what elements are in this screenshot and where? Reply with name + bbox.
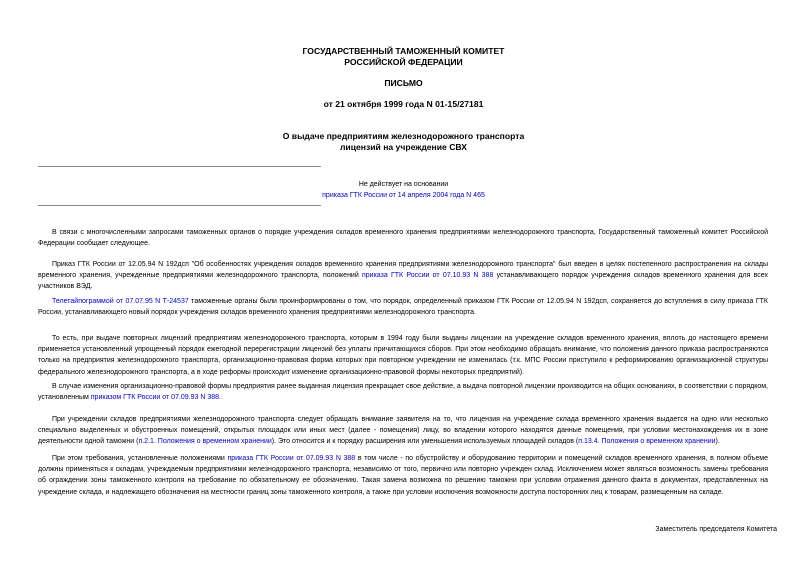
paragraph-2 <box>38 259 768 293</box>
paragraph-6-text-c: ). <box>715 438 720 446</box>
paragraph-7 <box>38 453 768 498</box>
paragraph-6-link-2[interactable]: п.13.4. Положения о временном хранении <box>578 438 716 446</box>
divider-bottom <box>38 205 321 206</box>
paragraph-6 <box>38 414 768 448</box>
paragraph-3-link[interactable]: Телетайпограммой от 07.07.95 N Т-24537 <box>52 298 189 305</box>
paragraph-5-text-a: В случае изменения организационно-правовой формы предприятия ранее выданная лицензия прекращает свое действие, а выдача повторной лицензии производится на общих основаниях, в соответствии с порядком, установленным <box>38 383 768 402</box>
paragraph-7-text-b: в том числе - по обустройству и оборудованию территории и помещений складов временного хранения, в полном объеме должны применяться к складам, учреждаемым предприятиями железнодорожного транспорта, независимо от того, первично или повторно учрежден склад. Исключением может являться возможность замены требования об ограждении зоны таможенного контроля на требование по обязательному ее обозначению. Такая замена возможна по решению таможни при условии отражения данного факта в документах, представленных на учреждение склада, и надлежащего обозначения на местности границ зоны таможенного контроля, а также при условии исключения возможности доступа посторонних лиц к товарам, размещенным на складе. <box>38 455 769 496</box>
doc-title-line1: О выдаче предприятиям железнодорожного транспорта <box>282 131 525 141</box>
paragraph-6-link-1[interactable]: п.2.1. Положения о временном хранении <box>138 438 272 446</box>
status-note-text: Не действует на основании <box>358 181 449 188</box>
paragraph-1: В связи с многочисленными запросами таможенных органов о порядке учреждения складов временного хранения предприятиями железнодорожного транспорта, Государственный таможенный комитет Российской Федерации сообщает следующее. <box>38 229 768 248</box>
paragraph-7-link[interactable]: приказа ГТК России от 07.09.93 N 388 <box>227 455 356 462</box>
status-note-line <box>0 190 807 202</box>
header-org-line2: РОССИЙСКОЙ ФЕДЕРАЦИИ <box>344 57 463 67</box>
paragraph-7-text-a: При этом требования, установленные положениями <box>52 455 228 462</box>
paragraph-4: То есть, при выдаче повторных лицензий предприятиям железнодорожного транспорта, которым в 1994 году были выданы лицензии на учреждение складов временного хранения, вплоть до настоящего времени применяется установленный упрощенный порядок ежегодной перерегистрации лицензий без уплаты причитающихся сборов. При этом необходимо обращать внимание, что положения данного приказа распространяются только на предприятия железнодорожного транспорта, организационно-правовая форма которых при повторном учреждении не изменилась (т.к. МПС России приступило к реформированию организационной структуры федерального железнодорожного транспорта, а в ходе реформы происходит изменение организационно-правовой формы некоторых предприятий). <box>38 335 768 376</box>
paragraph-5-link[interactable]: приказом ГТК России от 07.09.93 N 388 <box>90 394 220 402</box>
paragraph-5 <box>38 381 768 403</box>
doc-type: ПИСЬМО <box>384 78 423 88</box>
signature: Заместитель председателя Комитета <box>655 526 777 533</box>
divider-top <box>38 166 321 167</box>
header-org-line1: ГОСУДАРСТВЕННЫЙ ТАМОЖЕННЫЙ КОМИТЕТ <box>302 46 505 56</box>
paragraph-2-text-a: Приказ ГТК России от 12.05.94 N 192дсп "Об особенностях учреждения складов временного хранения предприятиями железнодорожного транспорта" был введен в целях постепенного распространения на склады временного хранения, учрежденные предприятиями железнодорожного транспорта, положений <box>38 261 768 280</box>
status-note-link[interactable]: приказа ГТК России от 14 апреля 2004 года N 465 <box>322 192 485 199</box>
paragraph-3-text: таможенные органы были проинформированы о том, что порядок, определенный приказом ГТК России от 12.05.94 N 192дсп, сохраняется до вступления в силу приказа ГТК России, устанавливающего новый порядок учреждения складов временного хранения предприятиями железнодорожного транспорта. <box>38 298 768 317</box>
doc-date-number: от 21 октября 1999 года N 01-15/27181 <box>323 99 484 109</box>
paragraph-3 <box>38 296 768 318</box>
paragraph-5-text-b: . <box>219 394 221 402</box>
doc-title-line2: лицензий на учреждение СВХ <box>339 142 468 152</box>
paragraph-6-text-a: При учреждении складов предприятиями железнодорожного транспорта следует обращать внимание заявителя на то, что лицензия на учреждение склада временного хранения выдается на одно или несколько специально выделенных и обустроенных помещений, открытых площадок или иных мест (далее - помещения) лицу, во владении которого находятся данные помещения, при условии местонахождения их в зоне деятельности одной таможни ( <box>38 416 768 446</box>
paragraph-6-text-b: ). Это относится и к порядку расширения или уменьшения используемых площадей складов ( <box>271 438 579 446</box>
paragraph-2-text-b: устанавливающего порядок учреждения складов временного хранения для всех участников ВЭД. <box>38 272 769 291</box>
paragraph-2-link[interactable]: приказа ГТК России от 07.10.93 N 388 <box>362 272 494 280</box>
